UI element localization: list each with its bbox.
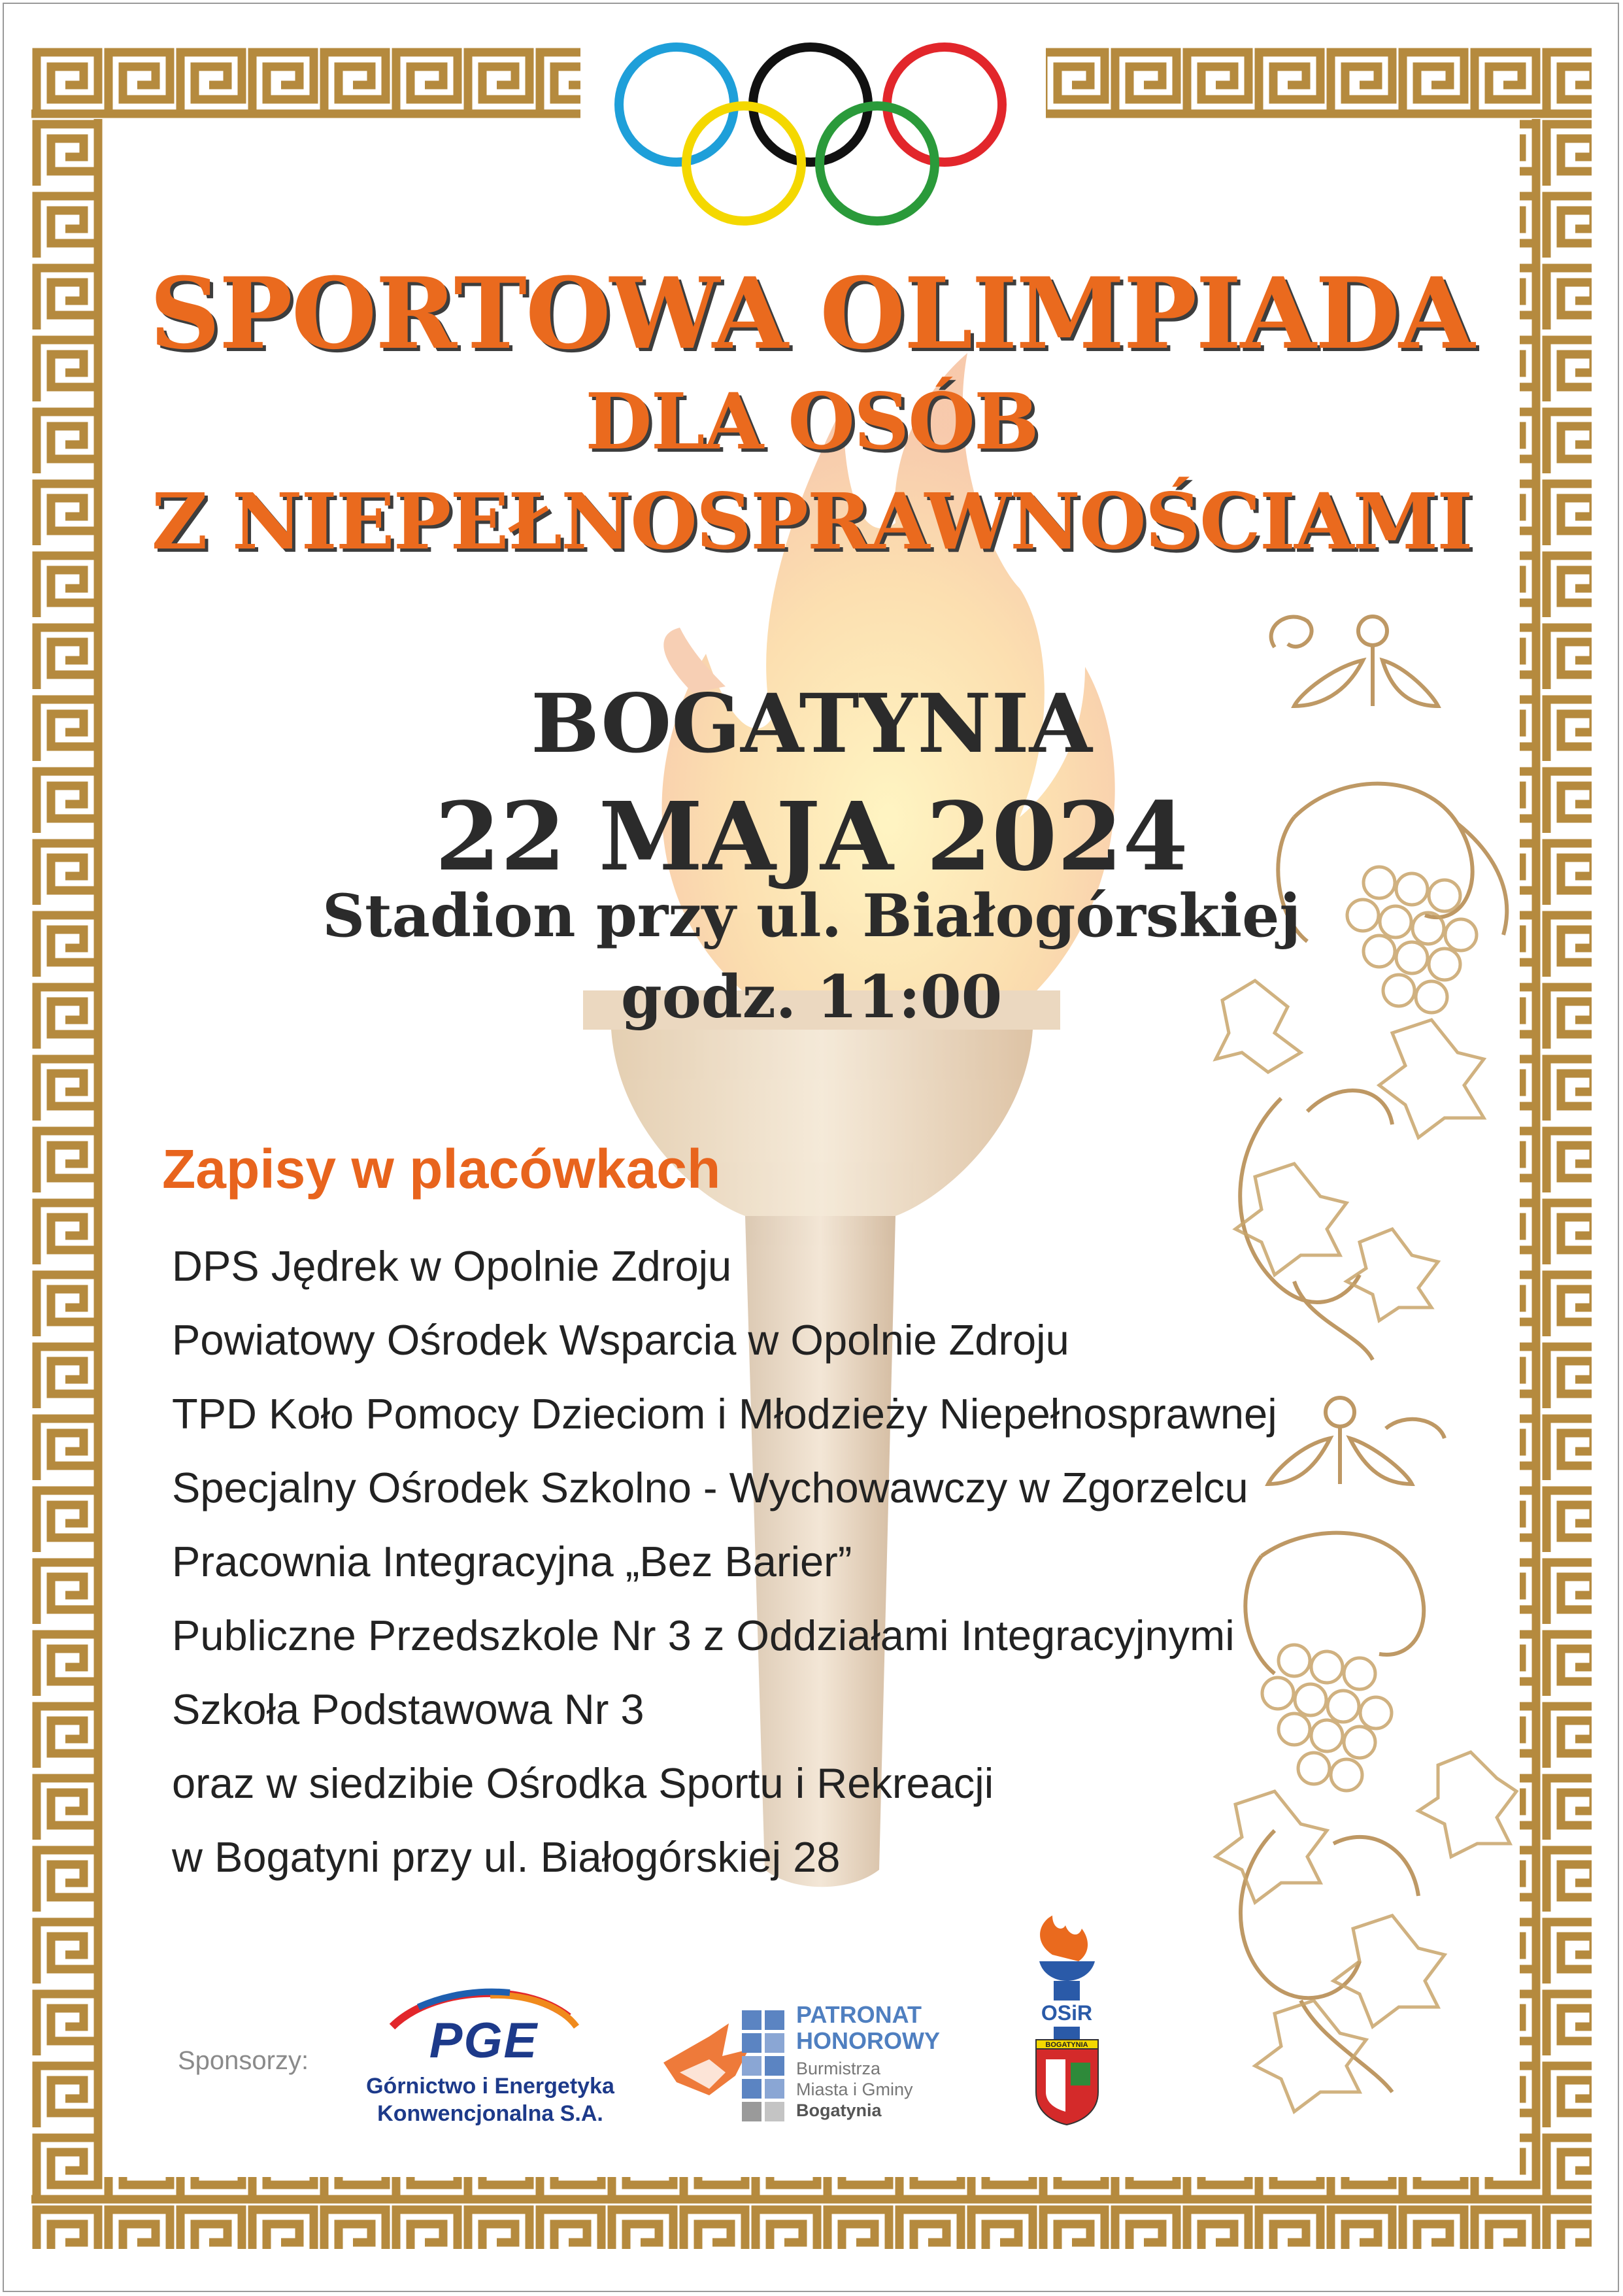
registration-item: oraz w siedzibie Ośrodka Sportu i Rekreacji	[172, 1759, 994, 1807]
registration-item: Specjalny Ośrodek Szkolno - Wychowawczy w Zgorzelcu	[172, 1464, 1248, 1511]
title-line-1: SPORTOWA OLIMPIADA	[149, 256, 1474, 371]
osir-flame-icon	[1040, 1916, 1088, 1961]
pge-line-2: Konwencjonalna S.A.	[377, 2101, 603, 2126]
registration-item: Publiczne Przedszkole Nr 3 z Oddziałami Integracyjnymi	[172, 1612, 1235, 1659]
registration-item: w Bogatyni przy ul. Białogórskiej 28	[172, 1833, 841, 1881]
patronage-line-5: Bogatynia	[796, 2101, 882, 2120]
patronage-line-4: Miasta i Gminy	[796, 2080, 913, 2099]
sponsors-label: Sponsorzy:	[178, 2046, 309, 2075]
osir-crest-text: BOGATYNIA	[1045, 2041, 1088, 2049]
registration-heading: Zapisy w placówkach	[162, 1138, 721, 1200]
event-date: 22 MAJA 2024	[435, 781, 1188, 892]
patronage-line-3: Burmistrza	[796, 2059, 881, 2078]
title-line-2: DLA OSÓB	[585, 376, 1038, 467]
registration-item: Pracownia Integracyjna „Bez Barier”	[172, 1538, 852, 1585]
pge-line-1: Górnictwo i Energetyka	[366, 2074, 614, 2099]
event-time: godz. 11:00	[620, 962, 1003, 1032]
event-venue: Stadion przy ul. Białogórskiej	[322, 881, 1301, 951]
registration-item: Powiatowy Ośrodek Wsparcia w Opolnie Zdroju	[172, 1316, 1069, 1364]
patronage-line-2: HONOROWY	[796, 2027, 940, 2054]
registration-item: TPD Koło Pomocy Dzieciom i Młodzieży Niepełnosprawnej	[172, 1390, 1277, 1438]
registration-item: Szkoła Podstawowa Nr 3	[172, 1685, 644, 1733]
event-city: BOGATYNIA	[531, 677, 1092, 771]
registration-item: DPS Jędrek w Opolnie Zdroju	[172, 1242, 732, 1290]
patronage-line-1: PATRONAT	[796, 2001, 922, 2028]
title-line-3: Z NIEPEŁNOSPRAWNOŚCIAMI	[151, 476, 1472, 567]
osir-logo-text: OSiR	[1041, 2001, 1093, 2025]
pge-logo-text: PGE	[429, 2013, 539, 2068]
